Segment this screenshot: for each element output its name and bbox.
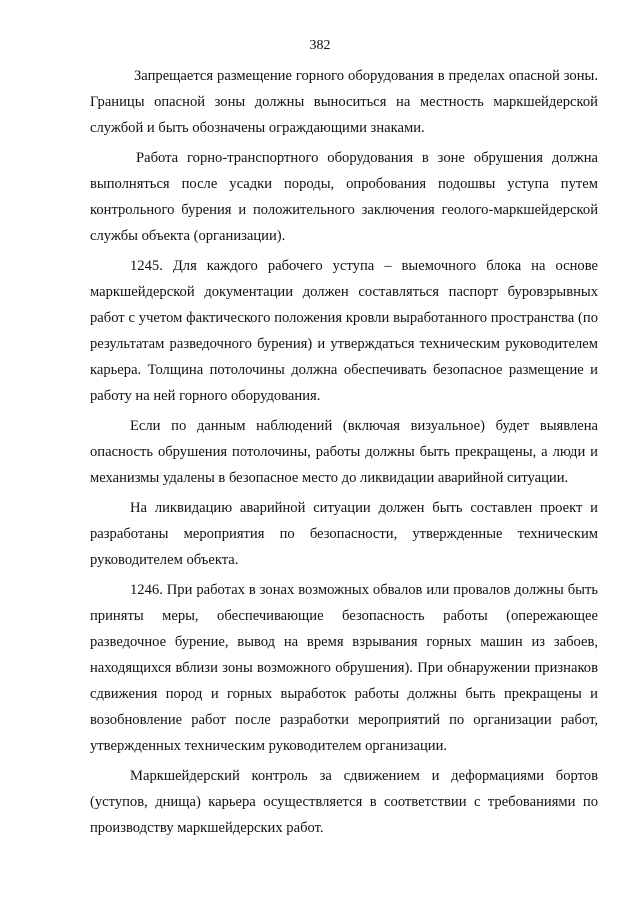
paragraph-survey-control: Маркшейдерский контроль за сдвижением и деформациями бортов (уступов, днища) карьера осуществляется в соответствии с требованиями по производству маркшейдерских работ.	[90, 768, 598, 836]
document-body	[90, 63, 598, 845]
paragraph-collapse-zone-work: Работа горно-транспортного оборудования в зоне обрушения должна выполняться после усадки породы, опробования подошвы уступа путем контрольного бурения и положительного заключения геолого-маркшейдерской службы объекта (организации).	[90, 150, 598, 244]
paragraph-collapse-danger: Если по данным наблюдений (включая визуальное) будет выявлена опасность обрушения потолочины, работы должны быть прекращены, а люди и механизмы удалены в безопасное место до ликвидации аварийной ситуации.	[90, 418, 598, 486]
paragraph-1245: 1245. Для каждого рабочего уступа – выемочного блока на основе маркшейдерской документации должен составляться паспорт буровзрывных работ с учетом фактического положения кровли выработанного пространства (по результатам разведочного бурения) и утверждаться техническим руководителем карьера. Толщина потолочины должна обеспечивать безопасное размещение и работу на ней горного оборудования.	[90, 258, 598, 404]
page-number: 382	[309, 38, 331, 53]
paragraph-1246: 1246. При работах в зонах возможных обвалов или провалов должны быть приняты меры, обеспечивающие безопасность работы (опережающее разведочное бурение, вывод на время взрывания горных машин из забоев, находящихся вблизи зоны возможного обрушения). При обнаружении признаков сдвижения пород и горных выработок работы должны быть прекращены и возобновление работ после разработки мероприятий по организации работ, утвержденных техническим руководителем организации.	[90, 582, 598, 754]
paragraph-equipment-placement: Запрещается размещение горного оборудования в пределах опасной зоны. Границы опасной зоны должны выноситься на местность маркшейдерской службой и быть обозначены ограждающими знаками.	[90, 68, 598, 136]
paragraph-emergency-project: На ликвидацию аварийной ситуации должен быть составлен проект и разработаны мероприятия по безопасности, утвержденные техническим руководителем объекта.	[90, 500, 598, 568]
